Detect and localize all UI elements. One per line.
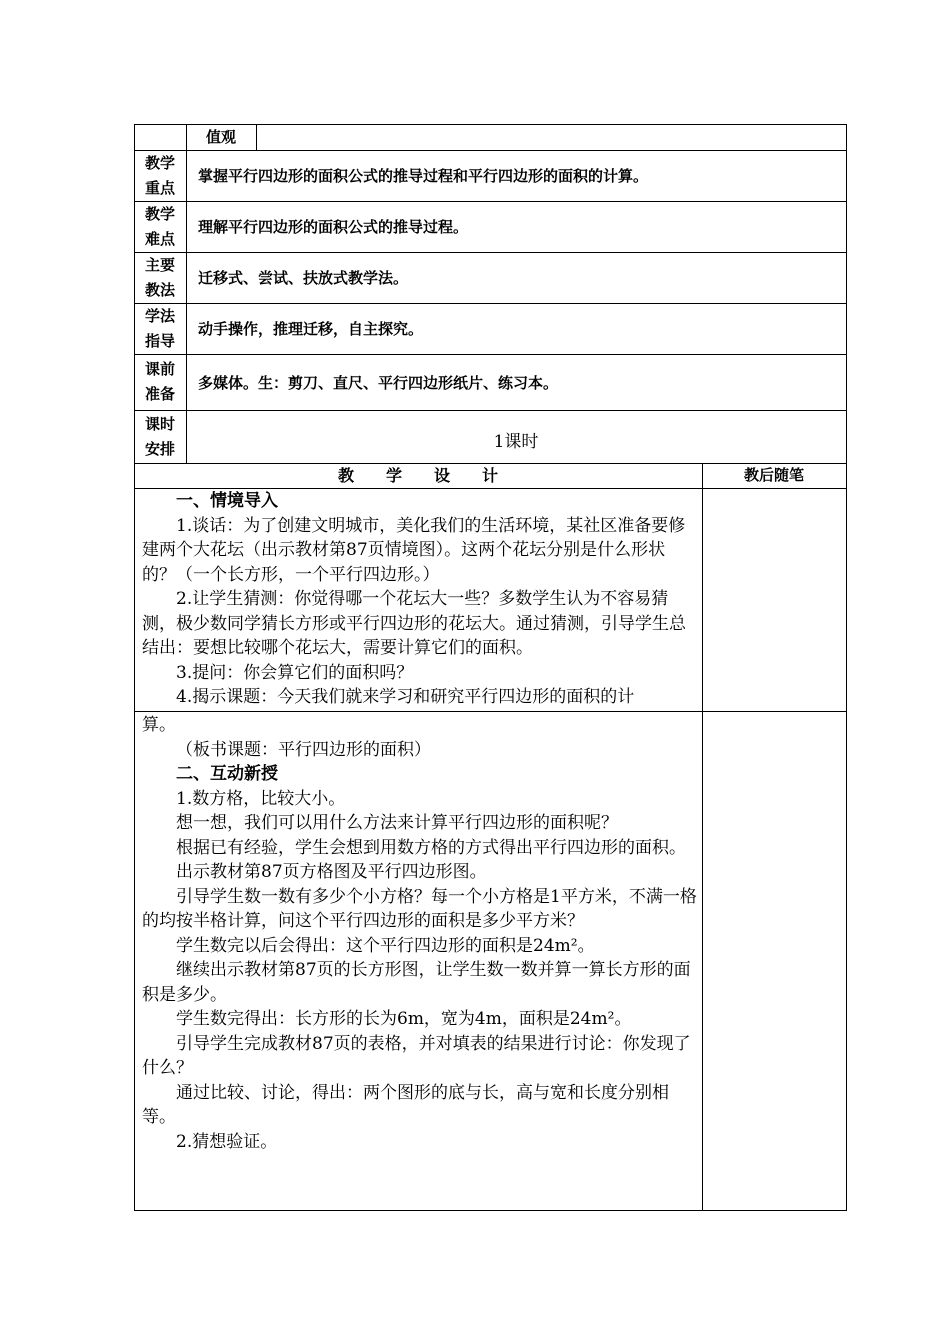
top-row-value-label: 值观 (205, 128, 236, 146)
paragraph: 想一想，我们可以用什么方法来计算平行四边形的面积呢？ (176, 813, 618, 833)
row-label-line2: 指导 (144, 332, 175, 350)
row-label-key-points (134, 150, 186, 201)
paragraph: 引导学生完成教材87页的表格，并对填表的结果进行讨论：你发现了什么？ (142, 1033, 691, 1078)
paragraph: （板书课题：平行四边形的面积） (176, 739, 431, 760)
teaching-methods-value: 迁移式、尝试、扶放式教学法。 (198, 269, 409, 287)
difficulties-value: 理解平行四边形的面积公式的推导过程。 (198, 218, 469, 236)
row-label-line2: 准备 (144, 385, 175, 403)
row-divider (134, 711, 847, 712)
paragraph: 1.谈话：为了创建文明城市，美化我们的生活环境，某社区准备要修建两个大花坛（出示教材第87页情境图）。这两个花坛分别是什么形状的？（一个长方形，一个平行四边形。） (142, 515, 686, 585)
section-heading: 二、互动新授 (176, 764, 278, 784)
paragraph: 2.让学生猜测：你觉得哪一个花坛大一些？多数学生认为不容易猜测，极少数同学猜长方形或平行四边形的花坛大。通过猜测，引导学生总结出：要想比较哪个花坛大，需要计算它们的面积。 (142, 589, 686, 658)
design-header-title: 教 学 设 计 (337, 466, 498, 485)
row-label-line1: 教学 (144, 205, 175, 223)
paragraph: 根据已有经验，学生会想到用数方格的方式得出平行四边形的面积。 (176, 837, 686, 858)
row-label-line1: 课前 (144, 360, 175, 378)
lesson-plan-table (134, 124, 847, 1211)
paragraph: 通过比较、讨论，得出：两个图形的底与长，高与宽和长度分别相等。 (142, 1082, 669, 1127)
paragraph: 学生数完得出：长方形的长为6m，宽为4m，面积是24m²。 (176, 1009, 632, 1029)
paragraph: 出示教材第87页方格图及平行四边形图。 (176, 862, 487, 882)
row-label-line2: 安排 (144, 440, 175, 458)
paragraph: 引导学生数一数有多少个小方格？每一个小方格是1平方米，不满一格的均按半格计算，问这个平行四边形的面积是多少平方米？ (142, 886, 697, 931)
learning-guidance-value: 动手操作，推理迁移，自主探究。 (198, 320, 424, 338)
row-label-line1: 课时 (144, 415, 175, 433)
design-header-notes: 教后随笔 (743, 466, 804, 484)
row-label-learning-guidance (134, 303, 186, 354)
row-label-line2: 重点 (144, 179, 175, 197)
top-row-divider (256, 124, 257, 150)
design-block-1 (142, 489, 698, 710)
preparation-value: 多媒体。生：剪刀、直尺、平行四边形纸片、练习本。 (198, 373, 559, 392)
table-border-right (846, 124, 847, 1211)
key-points-value: 掌握平行四边形的面积公式的推导过程和平行四边形的面积的计算。 (198, 167, 649, 185)
paragraph: 算。 (142, 715, 176, 735)
schedule-value: 1课时 (493, 432, 539, 452)
row-label-difficulties (134, 201, 186, 252)
design-block-2 (142, 713, 698, 1154)
row-label-line2: 难点 (144, 230, 175, 248)
table-border-bottom (134, 1210, 847, 1211)
paragraph: 4.揭示课题：今天我们就来学习和研究平行四边形的面积的计 (176, 687, 635, 707)
paragraph: 3.提问：你会算它们的面积吗？ (176, 662, 414, 683)
row-label-line1: 学法 (144, 307, 175, 325)
paragraph: 2.猜想验证。 (176, 1131, 278, 1152)
row-label-line2: 教法 (144, 281, 175, 299)
section-heading: 一、情境导入 (176, 491, 278, 511)
paragraph: 继续出示教材第87页的长方形图，让学生数一数并算一算长方形的面积是多少。 (142, 960, 691, 1005)
row-label-preparation (134, 354, 186, 410)
row-label-line1: 教学 (144, 154, 175, 172)
notes-column-divider (702, 463, 703, 1211)
paragraph: 1.数方格，比较大小。 (176, 788, 346, 809)
row-label-schedule (134, 410, 186, 463)
row-label-line1: 主要 (144, 256, 175, 274)
row-label-teaching-methods (134, 252, 186, 303)
paragraph: 学生数完以后会得出：这个平行四边形的面积是24m²。 (176, 935, 595, 956)
